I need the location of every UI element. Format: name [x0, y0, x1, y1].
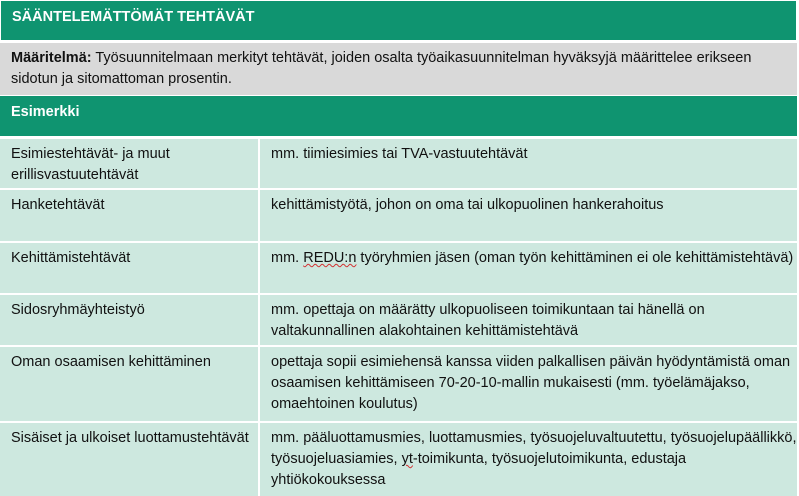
row-example: opettaja sopii esimiehensä kanssa viiden palkallisen päivän hyödyntämistä oman osaamisen kehittämiseen 70-20-10-mallin mukaisesti (mm. työelämäjakso, omaehtoinen koulutus)	[271, 354, 791, 412]
table-row	[0, 137, 797, 188]
row-category: Hanketehtävät	[0, 190, 260, 241]
example-subheader: Esimerkki	[0, 96, 797, 136]
table-row	[0, 241, 797, 293]
definition-label: Määritelmä:	[11, 50, 92, 66]
row-example	[260, 423, 797, 496]
row-category: Sidosryhmäyhteistyö	[0, 295, 260, 345]
example-text-end: -toimikunta, työsuojelutoimikunta, edustaja yhtiökokouksessa	[271, 451, 687, 488]
example-text-start: mm.	[271, 250, 304, 266]
spellcheck-flagged-word: yt	[401, 451, 413, 467]
table-row	[0, 345, 797, 421]
example-text-start: mm. pääluottamusmies, luottamusmies, työsuojeluvaltuutettu, työsuojelupäällikkö, työsuojeluasiamies,	[271, 430, 797, 467]
definition-text: Työsuunnitelmaan merkityt tehtävät, joiden osalta työaikasuunnitelman hyväksyjä määrittelee erikseen sidotun ja sitomattoman prosentin.	[11, 50, 752, 87]
row-category: Oman osaamisen kehittäminen	[0, 347, 260, 421]
row-example: kehittämistyötä, johon on oma tai ulkopuolinen hankerahoitus	[271, 197, 664, 213]
table-row	[0, 421, 797, 496]
row-example	[260, 243, 797, 293]
table-row	[0, 188, 797, 241]
row-category: Sisäiset ja ulkoiset luottamustehtävät	[0, 423, 260, 496]
row-example: mm. tiimiesimies tai TVA-vastuutehtävät	[271, 146, 528, 162]
row-category: Esimiestehtävät- ja muut erillisvastuutehtävät	[0, 139, 260, 188]
row-category: Kehittämistehtävät	[0, 243, 260, 293]
table-row	[0, 293, 797, 345]
spellcheck-flagged-word: REDU:n	[303, 250, 357, 266]
row-example: mm. opettaja on määrätty ulkopuoliseen toimikuntaan tai hänellä on valtakunnallinen alakohtainen kehittämistehtävä	[271, 302, 705, 339]
definition-cell	[0, 43, 797, 95]
example-text-end: työryhmien jäsen (oman työn kehittäminen ei ole kehittämistehtävä)	[356, 250, 794, 266]
table-title: SÄÄNTELEMÄTTÖMÄT TEHTÄVÄT	[0, 0, 797, 41]
